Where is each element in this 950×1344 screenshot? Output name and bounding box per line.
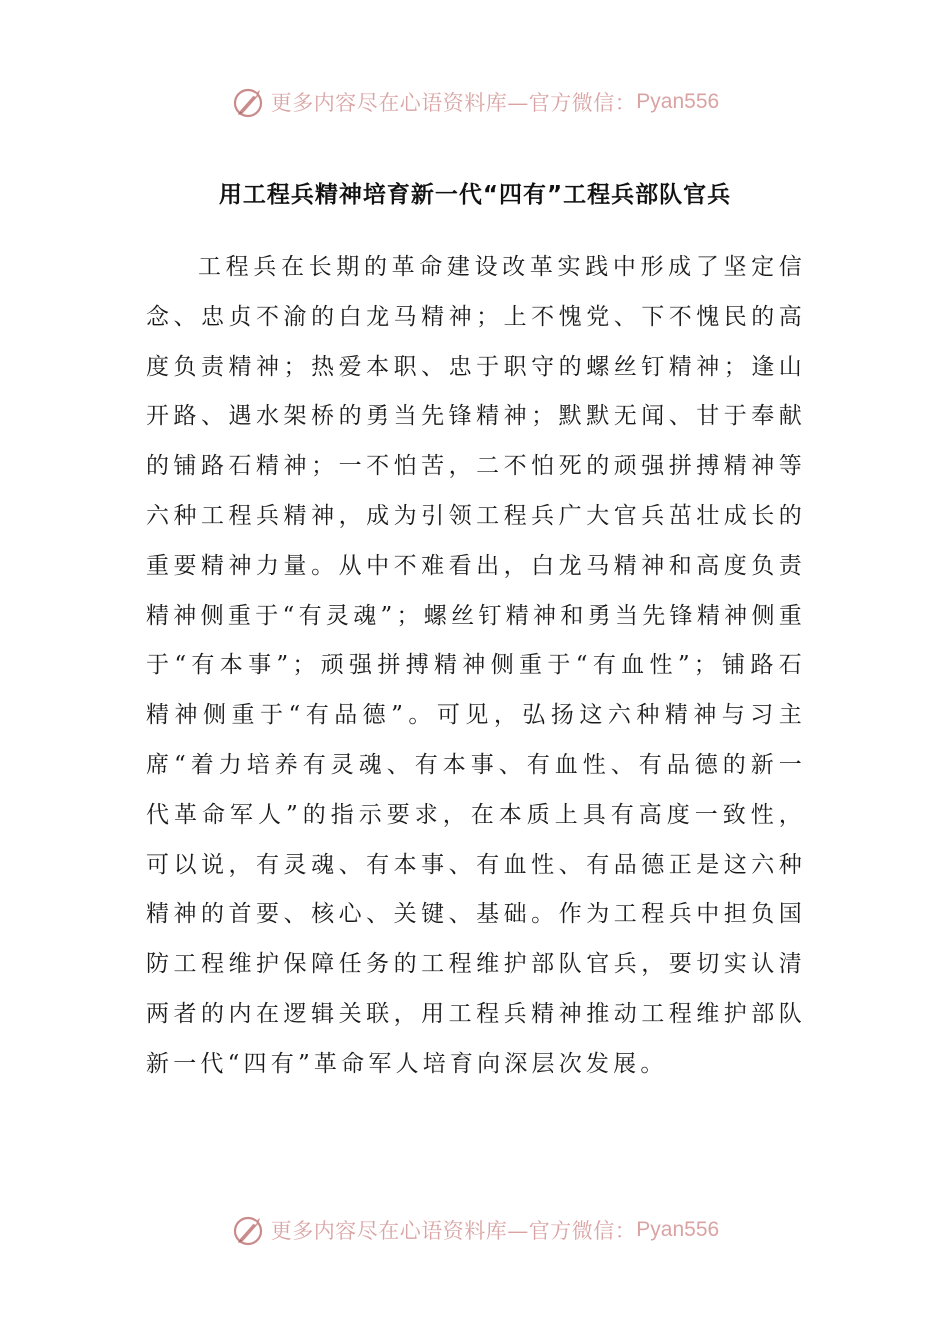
body-paragraph: 工程兵在长期的革命建设改革实践中形成了坚定信念、忠贞不渝的白龙马精神；上不愧党、下不愧民的高度负责精神；热爱本职、忠于职守的螺丝钉精神；逢山开路、遇水架桥的勇当先锋精神；默默无闻、甘于奉献的铺路石精神；一不怕苦，二不怕死的顽强拼搏精神等六种工程兵精神，成为引领工程兵广大官兵茁壮成长的重要精神力量。从中不难看出，白龙马精神和高度负责精神侧重于“有灵魂”；螺丝钉精神和勇当先锋精神侧重于“有本事”；顽强拼搏精神侧重于“有血性”；铺路石精神侧重于“有品德”。可见，弘扬这六种精神与习主席“着力培养有灵魂、有本事、有血性、有品德的新一代革命军人”的指示要求，在本质上具有高度一致性，可以说，有灵魂、有本事、有血性、有品德正是这六种精神的首要、核心、关键、基础。作为工程兵中担负国防工程维护保障任务的工程维护部队官兵，要切实认清两者的内在逻辑关联，用工程兵精神推动工程维护部队新一代“四有”革命军人培育向深层次发展。 <box>146 254 806 1077</box>
pen-nib-logo-icon <box>231 84 267 120</box>
watermark-text: 更多内容尽在心语资料库—官方微信： <box>270 91 637 115</box>
footer-watermark <box>0 1210 950 1250</box>
header-watermark <box>0 82 950 122</box>
pen-nib-logo-icon <box>231 1212 267 1248</box>
watermark-wechat-id: Pyan556 <box>636 90 720 113</box>
document-title: 用工程兵精神培育新一代“四有”工程兵部队官兵 <box>218 182 732 208</box>
watermark-text: 更多内容尽在心语资料库—官方微信： <box>270 1219 637 1243</box>
watermark-wechat-id: Pyan556 <box>636 1218 720 1241</box>
